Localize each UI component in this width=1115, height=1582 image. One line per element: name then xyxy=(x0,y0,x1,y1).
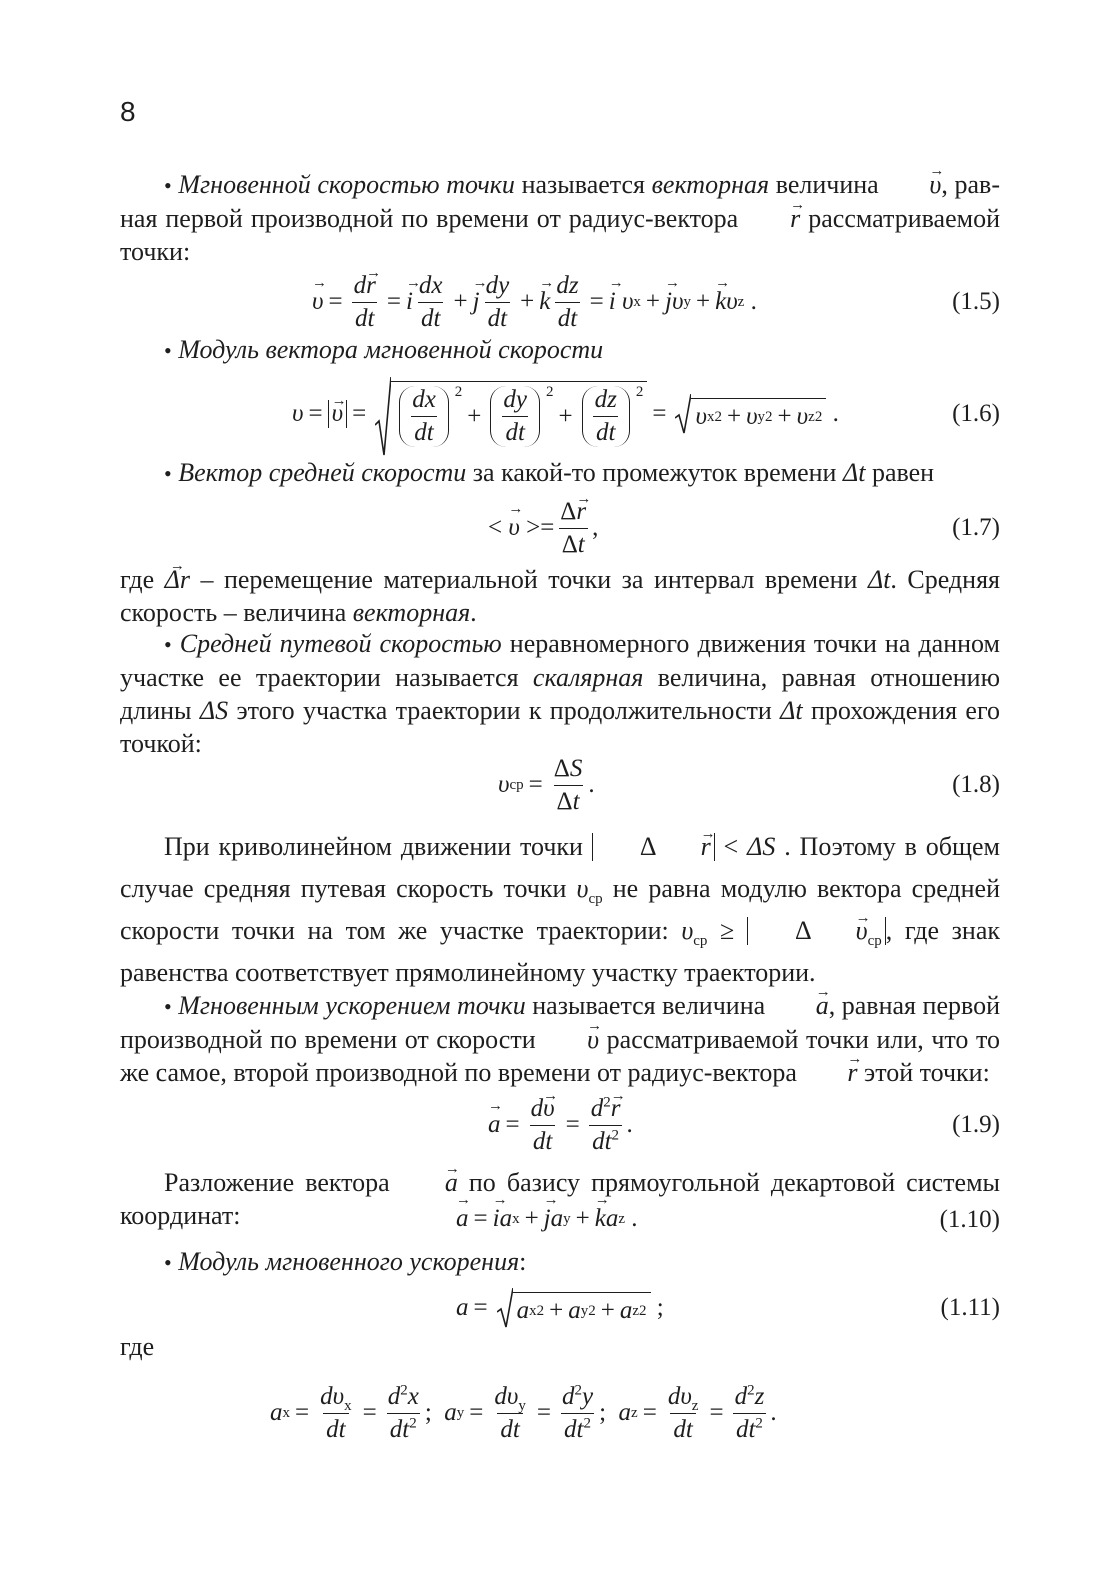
symbol-v-vector: → υ xyxy=(885,168,941,201)
equation-body: → υ = $\frac{d\to r}{dt}$ = → i $\frac{dx}{dt}$ + → j $\frac{dy}{dt}$ + → k $\frac{dz}{dt}$ = → i υ x + → j υ y + → k υ z . xyxy=(312,262,757,342)
term-mean-velocity: Вектор средней скорости xyxy=(178,458,467,487)
equation-body: υ = → υ = $\frac{dx}{dt}$ 2 + $\frac{dy}{dt}$ 2 + $\frac{dz}{dt}$ 2 = υ x 2 + υ y 2 + υ z 2 . xyxy=(292,372,839,456)
paragraph-instant-velocity: • Мгновенной скоростью точки называется векторная величина → υ, равная первой производной по времени от радиус-вектора → r рассматриваемой точки: xyxy=(120,168,1000,268)
term-mean-path-speed: Средней путевой скоростью xyxy=(179,629,502,658)
symbol-delta-r: → Δr xyxy=(165,563,190,596)
equation-1-7 xyxy=(120,488,1000,568)
paragraph-displacement: где → Δr – перемещение материальной точки за интервал времени Δt. Средняя скорость – величина векторная. xyxy=(120,563,1000,629)
equation-number: (1.10) xyxy=(939,1206,1000,1233)
paragraph-mean-path-speed: • Средней путевой скоростью неравномерного движения точки на данном участке ее траектории называется скалярная величина, равная отношению длины ΔS этого участка траектории к продолжительности Δt прохождения его точкой: xyxy=(120,629,1000,758)
equation-body: υ ср = $\frac{\Delta S}{\Delta t}$ . xyxy=(498,754,595,815)
equation-body: a x = $\frac{d\upsilon_x}{dt}$ = $\frac{d^2x}{dt^2}$ ; a y = $\frac{d\upsilon_y}{dt}$ = $\frac{d^2y}{dt^2}$ ; a z = $\frac{d\upsilon_z}{dt}$ = $\frac{d^2z}{dt^2}$ . xyxy=(270,1382,777,1443)
symbol-delta-s: ΔS xyxy=(199,696,229,725)
symbol-a-vector: → a xyxy=(772,989,829,1022)
equation-1-6 xyxy=(120,372,1000,456)
bullet-icon: • xyxy=(164,173,172,198)
equation-body: < → υ >= $\frac{\Delta\to r}{\Delta t}$ , xyxy=(488,488,598,568)
paragraph-mean-velocity: • Вектор средней скорости за какой-то промежуток времени Δt равен xyxy=(164,458,935,487)
paragraph-instant-acceleration: • Мгновенным ускорением точки называется величина → a, равная первой производной по времени от скорости → υ рассматриваемой точки или, что то же самое, второй производной по времени от радиус-вектора → r этой точки: xyxy=(120,989,1000,1089)
equation-components xyxy=(120,1368,1000,1458)
equation-body: a = a x 2 + a y 2 + a z 2 ; xyxy=(456,1268,664,1348)
paragraph-where: где xyxy=(120,1332,155,1361)
equation-body: → a = $\frac{d\to \upsilon}{dt}$ = $\frac{d^2\to r}{dt^2}$ . xyxy=(488,1085,633,1165)
symbol-delta-t: Δt xyxy=(842,458,866,487)
paragraph-acceleration-modulus: • Модуль мгновенного ускорения: xyxy=(164,1247,527,1276)
paragraph-curvilinear-motion: При криволинейном движении точки Δ→ r < ΔS . Поэтому в общем случае средняя путевая скорость точки $\upsilon_{ср}$ не равна модулю вектора средней скорости точки на том же участке траектории: $\upsilon_{ср} \ge \Delta\to \upsilon_{ср}$ , где знак равенства соответствует прямолинейному участку траектории. xyxy=(120,826,1000,994)
equation-1-5 xyxy=(120,262,1000,342)
bullet-icon: • xyxy=(164,338,172,363)
bullet-icon: • xyxy=(164,632,172,657)
equation-number: (1.8) xyxy=(952,771,1000,798)
bullet-icon: • xyxy=(164,994,172,1019)
equation-number: (1.5) xyxy=(952,288,1000,315)
equation-1-8 xyxy=(120,745,1000,825)
page-number: 8 xyxy=(120,96,136,127)
paragraph-velocity-modulus xyxy=(120,333,1000,367)
paragraph-decomposition: Разложение вектора → a по базису прямоугольной декартовой системы координат: xyxy=(120,1166,1000,1232)
equation-number: (1.7) xyxy=(952,514,1000,541)
equation-1-9 xyxy=(120,1085,1000,1165)
equation-1-10 xyxy=(120,1180,1000,1240)
term-instant-acceleration: Мгновенным ускорением точки xyxy=(178,991,526,1020)
equation-number: (1.11) xyxy=(940,1294,1000,1321)
term-velocity-modulus: Модуль вектора мгновенной скорости xyxy=(178,335,604,364)
term-instant-velocity: Мгновенной скоростью точки xyxy=(178,170,515,199)
equation-number: (1.9) xyxy=(952,1111,1000,1138)
equation-number: (1.6) xyxy=(952,400,1000,427)
symbol-r-vector: → r xyxy=(746,202,800,235)
bullet-icon: • xyxy=(164,461,172,486)
bullet-icon: • xyxy=(164,1250,172,1275)
term-acceleration-modulus: Модуль мгновенного ускорения xyxy=(178,1247,520,1276)
symbol-abs-delta-r: Δ→ r xyxy=(592,833,715,861)
equation-body: → a = → i a x + → j a y + → k a z . xyxy=(456,1198,638,1240)
